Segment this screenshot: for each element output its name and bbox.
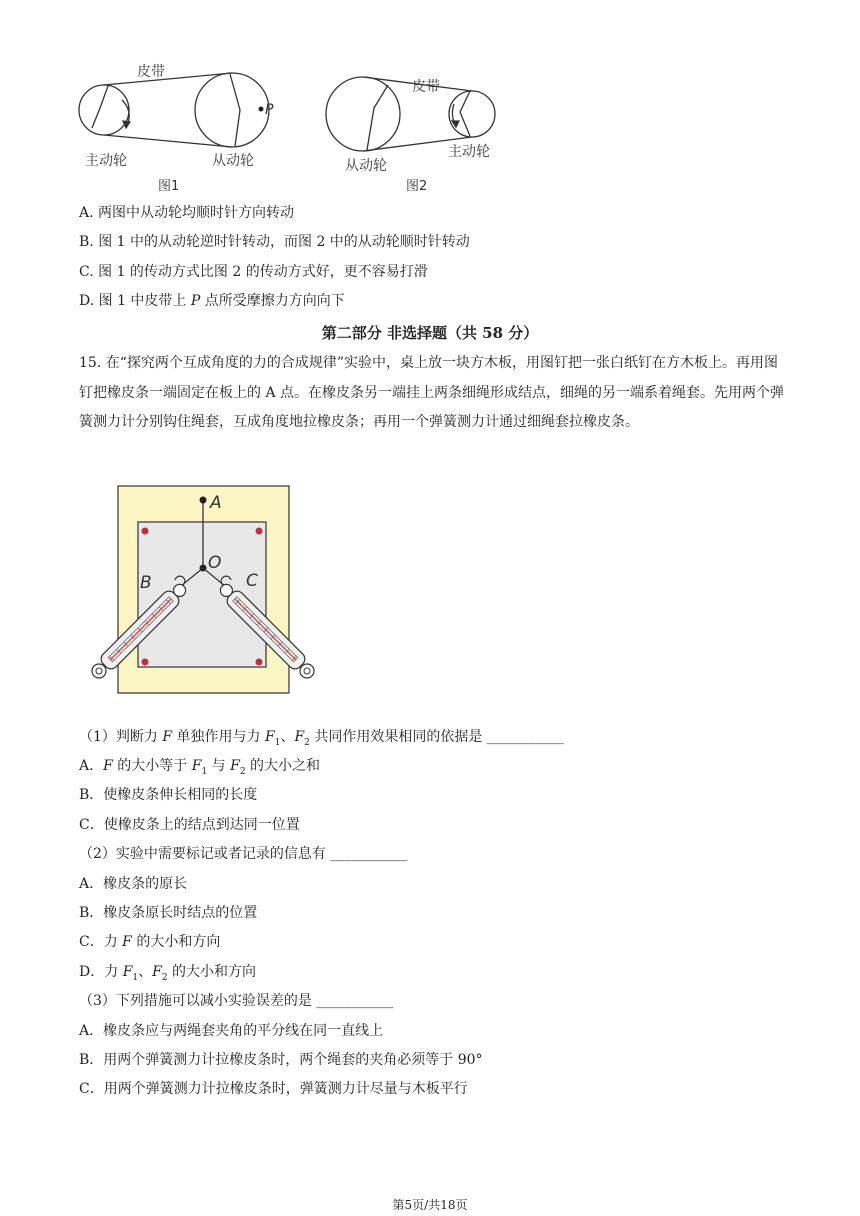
page-footer: 第5页/共18页	[392, 1198, 468, 1212]
section-2-title: 第二部分 非选择题（共 58 分）	[321, 324, 539, 342]
label-c: C	[246, 571, 258, 591]
white-paper	[138, 522, 266, 667]
sub2-option-c: C．力 F 的大小和方向	[79, 934, 221, 950]
sub3-option-c: C．用两个弹簧测力计拉橡皮条时，弹簧测力计尽量与木板平行	[79, 1081, 468, 1097]
q14-option-b: B. 图 1 中的从动轮逆时针转动，而图 2 中的从动轮顺时针转动	[79, 234, 470, 250]
sub1-option-b: B．使橡皮条伸长相同的长度	[79, 787, 258, 803]
label-a: A	[210, 493, 222, 513]
fig2-driven-label: 从动轮	[345, 158, 387, 174]
q15-stem: 15. 在“探究两个互成角度的力的合成规律”实验中，桌上放一块方木板，用图钉把一张白纸钉在方木板上。再用图钉把橡皮条一端固定在板上的 A 点。在橡皮条另一端挂上两条细绳形成结点，细绳的另一端系着绳套。先用两个弹簧测力计分别钩住绳套，互成角度地拉橡皮条；再用一个弹簧测力计通过细绳套拉橡皮条。	[79, 355, 785, 430]
fig2-belt-label: 皮带	[412, 79, 440, 95]
fig2-caption: 图2	[406, 179, 428, 194]
fig1-belt-label: 皮带	[137, 64, 165, 80]
point-p-label: P	[265, 102, 274, 118]
belt-drive-figures	[0, 0, 860, 200]
label-b: B	[140, 573, 152, 593]
figure-1	[79, 73, 269, 147]
figure-2	[326, 77, 495, 151]
sub1-option-c: C．使橡皮条上的结点到达同一位置	[79, 817, 300, 833]
sub2-option-b: B．橡皮条原长时结点的位置	[79, 905, 258, 921]
q14-option-c: C. 图 1 的传动方式比图 2 的传动方式好，更不容易打滑	[79, 264, 428, 280]
sub1-stem: （1）判断力 F 单独作用与力 $F_1$、$F_2$ 共同作用效果相同的依据是 ___________	[79, 729, 564, 748]
sub2-option-d: D．力 $F_1$、$F_2$ 的大小和方向	[79, 964, 257, 983]
sub3-stem: （3）下列措施可以减小实验误差的是 ___________	[79, 993, 394, 1009]
fig1-driver-label: 主动轮	[85, 153, 127, 169]
q14-option-a: A. 两图中从动轮均顺时针方向转动	[79, 205, 295, 221]
sub2-option-a: A．橡皮条的原长	[79, 876, 188, 892]
force-experiment-figure	[0, 480, 860, 700]
sub2-stem: （2）实验中需要标记或者记录的信息有 ___________	[79, 846, 408, 862]
sub1-option-a: A．F 的大小等于 $F_1$ 与 $F_2$ 的大小之和	[79, 758, 321, 777]
fig2-driver-label: 主动轮	[448, 144, 490, 160]
fig1-driven-label: 从动轮	[212, 153, 254, 169]
sub3-option-b: B．用两个弹簧测力计拉橡皮条时，两个绳套的夹角必须等于 90°	[79, 1052, 483, 1068]
fig1-caption: 图1	[158, 179, 180, 194]
label-o: O	[208, 553, 222, 573]
q14-option-d: D. 图 1 中皮带上 P 点所受摩擦力方向向下	[79, 293, 345, 309]
sub3-option-a: A．橡皮条应与两绳套夹角的平分线在同一直线上	[79, 1023, 384, 1039]
